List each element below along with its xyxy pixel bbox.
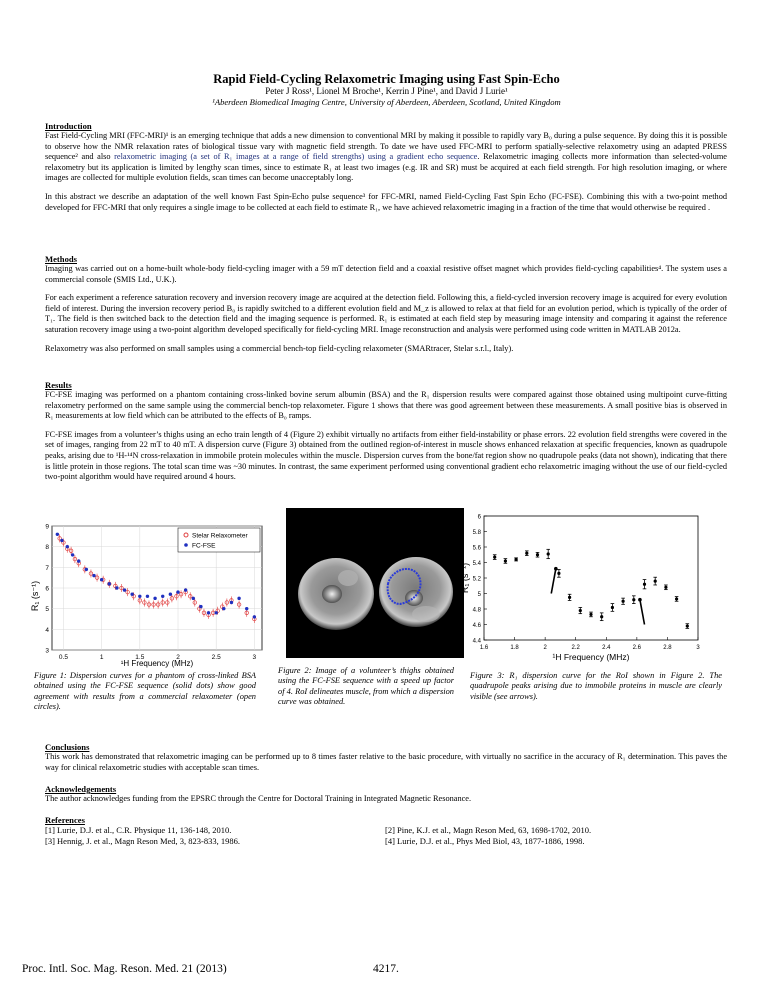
references-heading: References [45, 815, 85, 825]
fig3-point [493, 555, 496, 558]
fig3-x-axis-label: ¹H Frequency (MHz) [552, 652, 630, 662]
fig3-y-tick-label: 5 [477, 592, 481, 598]
fig3-x-tick-label: 2 [543, 645, 547, 651]
fig1-fcfse-point [153, 597, 156, 600]
intro-text-a: Fast Field-Cycling MRI (FFC-MRI)¹ is an emerging technique that adds a new dimension to conventional MRI by making it possible to rapidly vary B₀ during a pulse sequence. By doing this it is possible to observe how the NMR relaxation rates of biological tissue vary with magnetic field strength. To date we have used FFC-MRI to perform spatially-selective relaxometry using an adapted PRESS sequence² and also [45, 131, 727, 162]
fig1-x-tick-label: 1 [99, 654, 104, 661]
fig3-point [654, 580, 657, 583]
figure-1-chart [30, 518, 268, 668]
figure-2-caption: Figure 2: Image of a volunteer’s thighs obtained using the FC-FSE sequence with a speed up factor of 4. RoI delineates muscle, from which a dispersion curve was obtained. [278, 666, 454, 707]
fig1-x-tick-label: 3 [252, 654, 257, 661]
fig3-y-tick-label: 4.4 [472, 638, 481, 645]
fig3-y-tick-label: 5.4 [472, 561, 481, 567]
fig1-fcfse-point [138, 595, 141, 598]
fig1-fcfse-point [184, 588, 187, 591]
fig1-x-tick-label: 2 [176, 654, 180, 661]
fig3-arrow-head [554, 567, 558, 571]
fig1-fcfse-point [108, 582, 111, 585]
methods-section [45, 254, 727, 354]
fig1-y-tick-label: 3 [45, 647, 49, 655]
fig3-x-tick-label: 3 [696, 645, 700, 651]
fig1-fcfse-point [222, 607, 225, 610]
fig1-fcfse-point [169, 593, 172, 596]
fig1-legend-solid-dot-marker [184, 543, 188, 547]
page-number: 4217. [373, 963, 399, 975]
fig3-y-axis-label: R₁ (s⁻¹) [460, 562, 470, 594]
fig3-point [515, 558, 518, 561]
fig1-fcfse-point [115, 586, 118, 589]
methods-paragraph-2: For each experiment a reference saturation recovery and inversion recovery image are acquired at the detection field. Following this, a field-cycled inversion recovery image is acquired for every evolution field of interest. During the inversion recovery period B₀ is rapidly switched to a different evolution field and M_z is allowed to relax at that field for an evolution period, which is typically of the order of T₁. The field is then switched back to the detection field and the imaging sequence is performed. R₁ is estimated at each field step by measuring image intensity and comparing it against the reference saturation recovery image using a two-point algorithm developed specifically for field-cycling MRI. Image reconstruction and analysis were performed using code written in MATLAB 2012a. [45, 293, 727, 334]
fig1-fcfse-point [123, 588, 126, 591]
fig3-point [600, 615, 603, 618]
paper-title: Rapid Field-Cycling Relaxometric Imaging using Fast Spin-Echo [213, 72, 560, 86]
methods-paragraph-1: Imaging was carried out on a home-built whole-body field-cycling imager with a 59 mT detection field and a coaxial resistive offset magnet which provides field-cycling capabilities⁴. The system uses a commercial console (SMIS Ltd., U.K.). [45, 264, 727, 284]
fig3-point [536, 553, 539, 556]
fig3-x-tick-label: 2.8 [663, 645, 672, 651]
left-femur [322, 585, 342, 603]
affiliation: ¹Aberdeen Biomedical Imaging Centre, University of Aberdeen, Aberdeen, Scotland, United Kingdom [212, 97, 561, 107]
conclusions-paragraph: This work has demonstrated that relaxometric imaging can be performed up to 8 times faster relative to the basic procedure, with virtually no sacrifice in the accuracy of R₁ determination. This paves the way for clinical relaxometric studies with acceptable scan times. [45, 752, 727, 772]
introduction-section [45, 121, 727, 213]
introduction-paragraph-1 [45, 131, 727, 184]
fig1-fcfse-point [56, 533, 59, 536]
fig1-x-tick-label: 2.5 [211, 654, 221, 661]
fig3-point [579, 609, 582, 612]
figure-2-image [286, 508, 464, 658]
fig1-x-tick-label: 0.5 [58, 654, 68, 661]
fig1-fcfse-point [66, 545, 69, 548]
fig3-arrow-head [638, 598, 642, 602]
fig3-point [643, 583, 646, 586]
fig1-y-tick-label: 7 [45, 564, 49, 572]
fig1-y-tick-label: 9 [45, 523, 49, 531]
results-paragraph-1: FC-FSE imaging was performed on a phantom containing cross-linked bovine serum albumin (BSA) and the R₁ dispersion results were compared against those obtained using multipoint curve-fitting relaxometry performed on the same sample using the commercial bench-top relaxometer. Figure 1 shows that there was good agreement between these measurements. A small positive bias is observed in R₁ measurements at low field which can be attributed to the effects of B₀ ramps. [45, 390, 727, 421]
fig1-y-axis-label: R₁ (s⁻¹) [30, 580, 40, 612]
fig1-legend-label-stelar: Stelar Relaxometer [192, 532, 248, 540]
right-muscle-bright [412, 606, 440, 622]
methods-heading: Methods [45, 254, 77, 264]
intro-text-c: . Relaxometric imaging collects more information than selected-volume relaxometry but its application is limited by lengthy scan times, since to estimate R₁ at least two images (e.g. IR and SR) must be acquired at each field strength. For high resolution imaging, or where images are collected for multiple evolution fields, scan times can become unacceptably long. [45, 152, 727, 183]
fig3-point [568, 596, 571, 599]
fig1-fcfse-point [85, 568, 88, 571]
fig3-point [525, 552, 528, 555]
fig1-fcfse-point [199, 605, 202, 608]
intro-text-link: relaxometric imaging (a set of R₁ images at a range of field strengths) using a gradient echo sequence [114, 152, 478, 162]
fig3-y-tick-label: 5.6 [472, 545, 481, 552]
fig1-fcfse-point [71, 553, 74, 556]
fig3-point [686, 624, 689, 627]
fig3-point [632, 598, 635, 601]
fig3-point [675, 597, 678, 600]
acknowledgements-paragraph: The author acknowledges funding from the EPSRC through the Centre for Doctoral Training in Integrated Magnetic Resonance. [45, 794, 472, 803]
left-muscle-bright [338, 570, 358, 586]
fig3-x-tick-label: 2.4 [602, 645, 611, 651]
fig3-x-tick-label: 2.6 [632, 645, 642, 651]
fig3-x-tick-label: 2.2 [571, 645, 580, 651]
figure-1-caption: Figure 1: Dispersion curves for a phantom of cross-linked BSA obtained using the FC-FSE sequence (solid dots) show good agreement with results from a commercial relaxometer (open circles). [34, 671, 256, 712]
fig3-point [557, 572, 560, 575]
fig1-fcfse-point [161, 595, 164, 598]
introduction-paragraph-2: In this abstract we describe an adaptation of the well known Fast Spin-Echo pulse sequence³ for FFC-MRI, named Field-Cycling Fast Spin Echo (FC-FSE). Combining this with a two-point method developed for FFC-MRI that only requires a single image to be collected at each field to estimate R₁, we have achieved relaxometric imaging in a fraction of the time that would otherwise be required . [45, 191, 727, 212]
references-section [45, 815, 727, 847]
fig3-point [589, 613, 592, 616]
fig1-fcfse-point [176, 590, 179, 593]
fig3-y-tick-label: 4.8 [472, 607, 481, 614]
acknowledgements-section [45, 784, 727, 805]
fig3-y-tick-label: 4.6 [472, 623, 481, 629]
fig3-point [622, 600, 625, 603]
fig3-y-tick-label: 6 [477, 514, 481, 521]
figure-3-chart [458, 508, 710, 663]
fig1-y-tick-label: 4 [45, 626, 49, 634]
fig3-point [611, 606, 614, 609]
fig1-y-tick-label: 5 [45, 606, 49, 614]
fig1-fcfse-point [92, 574, 95, 577]
fig1-fcfse-point [230, 601, 233, 604]
fig1-fcfse-point [77, 559, 80, 562]
fig3-point [664, 586, 667, 589]
acknowledgements-heading: Acknowledgements [45, 784, 117, 794]
fig3-y-tick-label: 5.2 [472, 576, 481, 583]
fig1-fcfse-point [100, 578, 103, 581]
results-section [45, 380, 727, 483]
fig3-plot-area [484, 516, 698, 640]
fig3-point [547, 552, 550, 555]
results-heading: Results [45, 380, 72, 390]
conclusions-heading: Conclusions [45, 742, 90, 752]
author-list: Peter J Ross¹, Lionel M Broche¹, Kerrin J Pine¹, and David J Lurie¹ [265, 86, 508, 96]
figure-3-caption: Figure 3: R₁ dispersion curve for the RoI shown in Figure 2. The quadrupole peaks arising due to immobile proteins in muscle are clearly visible (see arrows). [470, 671, 722, 701]
conclusions-section [45, 742, 727, 773]
introduction-heading: Introduction [45, 121, 92, 131]
proceedings-footer: Proc. Intl. Soc. Mag. Reson. Med. 21 (2013) [22, 963, 227, 975]
reference-4: [4] Lurie, D.J. et al., Phys Med Biol, 43, 1877-1886, 1998. [385, 836, 585, 846]
fig1-x-tick-label: 1.5 [135, 654, 145, 661]
fig1-legend-label-fcfse: FC-FSE [192, 542, 216, 550]
fig1-fcfse-point [192, 597, 195, 600]
fig3-x-tick-label: 1.8 [510, 645, 519, 651]
reference-3: [3] Hennig, J. et al., Magn Reson Med, 3, 823-833, 1986. [45, 836, 241, 846]
fig1-fcfse-point [130, 593, 133, 596]
fig1-y-tick-label: 8 [45, 544, 49, 552]
fig1-fcfse-point [60, 539, 63, 542]
fig1-fcfse-point [253, 615, 256, 618]
fig1-fcfse-point [245, 607, 248, 610]
methods-paragraph-3: Relaxometry was also performed on small samples using a commercial bench-top field-cycling relaxometer (SMARtracer, Stelar s.r.l., Italy). [45, 343, 514, 353]
fig3-x-tick-label: 1.6 [479, 645, 489, 651]
fig1-fcfse-point [237, 597, 240, 600]
results-paragraph-2: FC-FSE images from a volunteer’s thighs using an echo train length of 4 (Figure 2) exhibit virtually no artifacts from either field-instability or phase errors. 22 evolution field strengths were covered in the set of images, ranging from 22 mT to 40 mT. A dispersion curve (Figure 3) obtained from the outlined region-of-interest in muscle shows enhanced relaxation at specific frequencies, known as quadrupole peaks, arising due to ¹H-¹⁴N cross-relaxation in immobile protein molecules within the muscle. Dispersion curves from the bone/fat region show no quadrupole peaks (data not shown), indicating that there is little protein in those regions. The total scan time was ~30 minutes. In contrast, the same experiment performed using conventional gradient echo relaxometric imaging without the use of our field-cycled two-point algorithm would have required around 4 hours. [45, 429, 727, 482]
reference-2: [2] Pine, K.J. et al., Magn Reson Med, 63, 1698-1702, 2010. [385, 825, 592, 835]
fig1-x-axis-label: ¹H Frequency (MHz) [120, 659, 194, 668]
fig3-y-tick-label: 5.8 [472, 530, 481, 536]
fig1-fcfse-point [214, 611, 217, 614]
reference-1: [1] Lurie, D.J. et al., C.R. Physique 11, 136-148, 2010. [45, 825, 232, 835]
fig1-fcfse-point [207, 611, 210, 614]
fig3-point [504, 559, 507, 562]
fig1-y-tick-label: 6 [45, 585, 49, 593]
fig1-fcfse-point [146, 595, 149, 598]
